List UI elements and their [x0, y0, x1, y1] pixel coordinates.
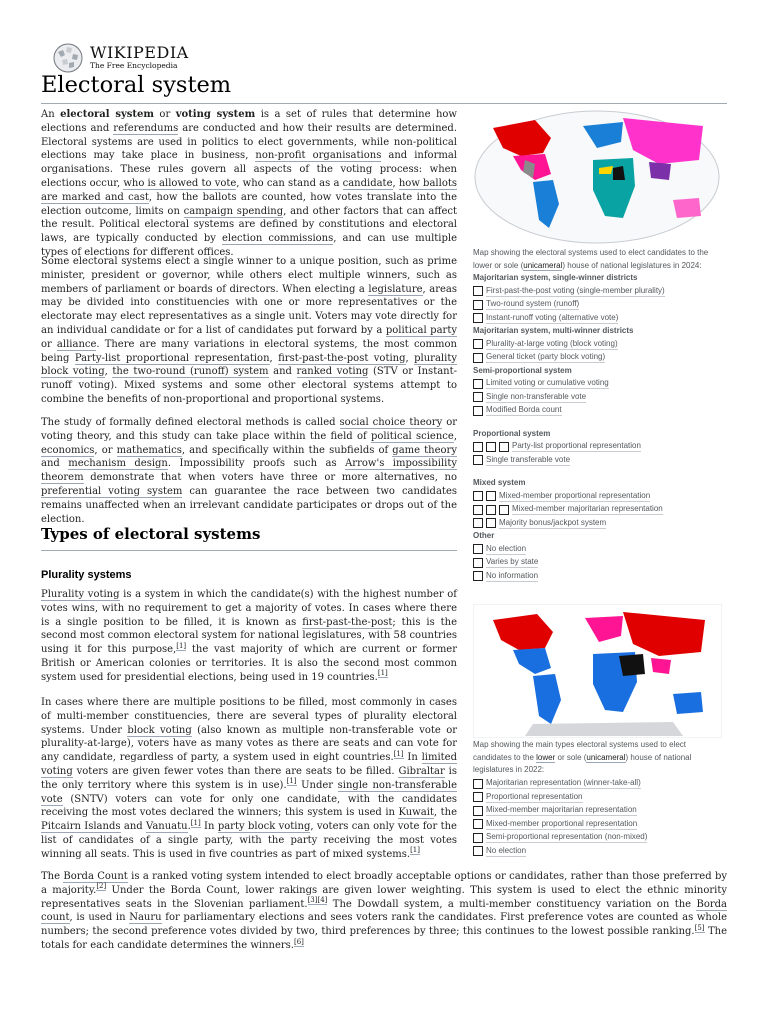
inline-link[interactable]: Kuwait: [398, 807, 434, 819]
reference-link[interactable]: [1]: [176, 641, 187, 650]
page-title: Electoral system: [41, 72, 232, 98]
legend-swatch-icon: [473, 518, 483, 528]
text-run: , the: [433, 807, 457, 819]
plurality-paragraph-2: [41, 696, 457, 862]
legend-swatch-icon: [473, 442, 483, 452]
text-run: is a ranked voting system intended to elect broadly acceptable options or candidates, rather than those preferred by a majority.: [41, 871, 728, 896]
text-run: .: [187, 821, 191, 833]
map-1-caption: [473, 247, 725, 272]
text-run: The study of formally defined electoral methods is called: [41, 417, 340, 428]
legend-heading: Mixed system: [473, 478, 526, 487]
inline-link[interactable]: election commissions: [221, 233, 334, 245]
legend-item: [473, 543, 725, 557]
text-run: is a system in which the candidate(s) with the highest number of votes wins, with no requirement to get a majority of votes. In cases where there is a single position to be filled, it is known as: [41, 589, 457, 628]
legend-swatch-icon: [473, 833, 483, 843]
legend-heading: Proportional system: [473, 428, 551, 438]
inline-link[interactable]: first-past-the-post: [302, 616, 393, 628]
inline-link[interactable]: plurality block voting: [41, 352, 457, 378]
bold-term: electoral system: [60, 109, 154, 120]
legend-item: [473, 490, 725, 504]
legend-swatch-icon: [473, 300, 483, 310]
reference-link[interactable]: [1]: [286, 777, 297, 786]
inline-link[interactable]: Plurality voting: [41, 589, 120, 600]
legend-swatch-icon: [473, 846, 483, 856]
reference-link[interactable]: [1]: [393, 749, 404, 758]
legend-item: [473, 845, 725, 859]
plurality-paragraph-1: [41, 588, 457, 685]
legend-label[interactable]: No election: [486, 845, 527, 855]
legend-swatch-icon: [473, 558, 483, 568]
text-run: In: [200, 821, 218, 833]
text-run: Map showing the main types electoral systems used to elect candidates to the: [473, 740, 686, 762]
text-run: Under: [296, 779, 338, 791]
text-run: ,: [453, 430, 457, 442]
inline-link[interactable]: limited voting: [41, 752, 457, 777]
text-run: Under the Borda Count, lower rakings are given lower weighting. This system is used to elect the ethnic minority representatives seats in the Slovenian parliament.: [41, 884, 728, 910]
text-run: , how the ballots are counted, how votes translate into the election outcome, limits on: [41, 191, 457, 217]
legend-item: [473, 804, 725, 818]
legend-label[interactable]: Single non-transferable vote: [486, 391, 587, 401]
inline-link[interactable]: unicameral: [523, 260, 563, 270]
text-run: , voters can only vote for the list of candidates of a single party, with the party receiving the most votes winning all seats. This is used in five countries as part of mixed systems.: [41, 821, 457, 860]
legend-swatch-icon: [473, 392, 483, 402]
legend-swatch-icon: [473, 505, 483, 515]
legend-label[interactable]: Mixed-member majoritarian representation: [512, 504, 663, 514]
inline-link[interactable]: lower: [536, 752, 556, 762]
legend-label[interactable]: Majoritarian representation (winner-take-all): [486, 778, 641, 788]
legend-swatch-icon: [473, 353, 483, 363]
legend-item: [473, 454, 725, 468]
text-run: In cases where there are multiple positions to be filled, most commonly in cases of multi-member constituencies, there are several types of plurality electoral systems. Under: [41, 697, 457, 736]
reference-link[interactable]: [1]: [410, 846, 420, 855]
legend-label[interactable]: First-past-the-post voting (single-member plurality): [486, 285, 665, 295]
inline-link[interactable]: Borda count: [41, 898, 727, 924]
text-run: . Impossibility proofs such as: [167, 458, 346, 470]
inline-link[interactable]: game theory: [392, 444, 457, 456]
legend-swatch-icon: [473, 286, 483, 296]
bold-term: voting system: [175, 109, 256, 120]
legend-item: [473, 377, 725, 391]
inline-link[interactable]: unicameral: [586, 752, 626, 762]
inline-link[interactable]: ranked voting: [296, 366, 369, 378]
text-run: or: [41, 338, 57, 350]
inline-link[interactable]: Arrow's impossibility theorem: [41, 458, 458, 484]
map-2-legend: [473, 777, 725, 858]
reference-link[interactable]: [1]: [190, 818, 201, 827]
electoral-systems-map-2022[interactable]: [473, 604, 722, 738]
world-map-2-image: [473, 604, 722, 738]
subsection-heading-plurality: Plurality systems: [41, 569, 132, 581]
text-run: The Dowdall system, a multi-member constituency variation on the: [327, 898, 697, 910]
text-run: Map showing the electoral systems used to elect candidates to the lower or sole (: [473, 248, 709, 270]
legend-swatch-icon: [473, 313, 483, 323]
text-run: and: [268, 366, 297, 378]
text-run: The totals for each candidate determines the winners.: [41, 926, 727, 951]
legend-label[interactable]: Mixed-member majoritarian representation: [486, 805, 637, 815]
inline-link[interactable]: non-profit organisations: [255, 150, 382, 162]
legend-swatch-icon: [473, 491, 483, 501]
inline-link[interactable]: mechanism design: [68, 458, 168, 470]
legend-item: [473, 391, 725, 405]
legend-label[interactable]: Plurality-at-large voting (block voting): [486, 338, 618, 348]
inline-link[interactable]: alliance: [56, 338, 97, 350]
text-run: , areas may be divided into constituencies with one or more representatives or the electorate may elect representatives as a single unit. Voters may vote directly for an individual candidate or for a list of candidates put forward by a: [41, 283, 457, 336]
text-run: , or: [94, 444, 117, 456]
reference-link[interactable]: [3][4]: [307, 896, 328, 905]
text-run: and informal organisations. These rules govern all aspects of the voting process: when elections occur,: [41, 150, 457, 189]
inline-link[interactable]: Vanuatu: [146, 821, 188, 833]
text-run: ,: [405, 352, 415, 364]
legend-label[interactable]: Single transferable vote: [486, 454, 571, 464]
text-run: is the only territory where this system is in use).: [41, 765, 458, 791]
legend-label[interactable]: Proportional representation: [486, 791, 583, 801]
legend-label[interactable]: Mixed-member proportional representation: [486, 818, 638, 828]
legend-item: [473, 338, 725, 352]
legend-label[interactable]: Mixed-member proportional representation: [499, 490, 651, 500]
text-run: ) house of national legislatures in 2024:: [562, 260, 702, 270]
legend-item: [473, 404, 725, 418]
legend-heading: Majoritarian system, multi-winner districts: [473, 326, 634, 335]
text-run: ) house of national legislatures in 2022:: [473, 752, 692, 775]
legend-swatch-icon: [473, 339, 483, 349]
legend-item: [473, 556, 725, 570]
legend-swatch-icon: [473, 779, 483, 789]
wikipedia-globe-icon: [52, 42, 84, 74]
text-run: or: [153, 109, 176, 120]
legend-swatch-icon: [473, 455, 483, 465]
inline-link[interactable]: Party-list proportional representation: [74, 352, 270, 364]
text-run: is a set of rules that determine how elections and: [41, 109, 457, 134]
inline-link[interactable]: how ballots are marked and cast: [41, 177, 457, 203]
map-1-legend: [473, 272, 725, 583]
electoral-systems-map-2024[interactable]: [473, 108, 722, 246]
inline-link[interactable]: campaign spending: [183, 205, 284, 217]
inline-link[interactable]: party block voting: [217, 821, 311, 833]
wikipedia-wordmark: WIKIPEDIA: [90, 43, 189, 62]
inline-link[interactable]: the two-round (runoff) system: [112, 366, 269, 378]
section-heading-types: Types of electoral systems: [41, 525, 261, 543]
world-map-1-image: [473, 108, 722, 246]
legend-label[interactable]: Two-round system (runoff): [486, 299, 580, 309]
legend-gap: [473, 418, 725, 428]
legend-item: [473, 351, 725, 365]
legend-label[interactable]: General ticket (party block voting): [486, 352, 606, 362]
legend-label[interactable]: Semi-proportional representation (non-mixed): [486, 832, 648, 842]
legend-swatch-icon: [499, 505, 509, 515]
legend-swatch-icon: [473, 406, 483, 416]
text-run: voters are given fewer votes than there are seats to be filled.: [72, 765, 399, 777]
legend-label[interactable]: Modified Borda count: [486, 405, 562, 415]
legend-item: [473, 777, 725, 791]
legend-heading: Semi-proportional system: [473, 365, 572, 375]
text-run: , is used in: [69, 912, 130, 924]
legend-swatch-icon: [473, 806, 483, 816]
inline-link[interactable]: Nauru: [129, 912, 162, 924]
inline-link[interactable]: first-past-the-post voting: [278, 352, 406, 364]
wikipedia-tagline: The Free Encyclopedia: [90, 61, 178, 70]
inline-link[interactable]: Pitcairn Islands: [41, 821, 121, 833]
text-run: and: [41, 458, 69, 470]
inline-link[interactable]: single non-transferable vote: [41, 779, 457, 805]
inline-link[interactable]: economics: [41, 444, 95, 456]
text-run: or sole (: [555, 752, 587, 762]
text-run: The: [41, 871, 64, 882]
legend-label[interactable]: No information: [486, 570, 539, 580]
legend-swatch-icon: [499, 442, 509, 452]
text-run: In: [403, 752, 422, 764]
text-run: ,: [392, 177, 399, 189]
inline-link[interactable]: social choice theory: [339, 417, 443, 428]
legend-label[interactable]: Varies by state: [486, 557, 539, 567]
legend-label[interactable]: No election: [486, 543, 527, 553]
text-run: ,: [269, 352, 279, 364]
legend-gap: [473, 467, 725, 477]
text-run: or voting theory, and this study can take place within the field of: [41, 417, 457, 442]
text-run: , and specifically within the subfields of: [181, 444, 393, 456]
text-run: (STV or Instant-runoff voting). Mixed systems and some other electoral systems attempt to combine the benefits of non-proportional and proportional systems.: [41, 366, 458, 405]
text-run: the vast majority of which are current or former British or American colonies or territories. It is also the second most common system used for presidential elections, being used in 19 countries.: [41, 644, 458, 683]
text-run: (SNTV) voters can vote for only one candidate, with the candidates receiving the most votes declared the winners; this system is used in: [41, 793, 457, 819]
legend-item: [473, 791, 725, 805]
map-2-caption: [473, 739, 725, 777]
inline-link[interactable]: preferential voting system: [41, 485, 183, 497]
legend-swatch-icon: [473, 544, 483, 554]
text-run: ; this is the second most common electoral system for national legislatures, with 58 countries using it for this purpose,: [41, 616, 458, 656]
intro-paragraph-2: [41, 255, 457, 407]
legend-swatch-icon: [486, 505, 496, 515]
text-run: are conducted and how their results are determined. Electoral systems are used in politics to elect governments, while non-political elections may take place in business,: [41, 122, 458, 162]
inline-link[interactable]: mathematics: [116, 444, 182, 456]
inline-link[interactable]: political party: [385, 324, 457, 336]
legend-label[interactable]: Majority bonus/jackpot system: [499, 517, 607, 527]
legend-item: [473, 312, 725, 326]
text-run: , who can stand as a: [236, 177, 343, 189]
legend-swatch-icon: [473, 571, 483, 581]
text-run: ,: [104, 366, 113, 378]
inline-link[interactable]: political science: [370, 430, 454, 442]
inline-link[interactable]: block voting: [127, 724, 192, 736]
legend-heading: Other: [473, 531, 495, 540]
text-run: Some electoral systems elect a single winner to a unique position, such as prime minister, president or governor, while others elect multiple winners, such as members of parliament or boards of directors. When electing a: [41, 256, 457, 295]
text-run: , and can use multiple types of elections for different offices.: [41, 233, 457, 258]
reference-link[interactable]: [1]: [377, 669, 388, 678]
wikipedia-logo[interactable]: [52, 40, 192, 74]
inline-link[interactable]: candidate: [342, 177, 393, 189]
legend-swatch-icon: [473, 819, 483, 829]
reference-link[interactable]: [2]: [96, 882, 107, 891]
legend-label[interactable]: Instant-runoff voting (alternative vote): [486, 312, 619, 322]
legend-item: [473, 285, 725, 299]
text-run: can guarantee the race between two candidates remains unaffected when an irrelevant candidate participates or drops out of the election.: [41, 485, 457, 525]
reference-link[interactable]: [5]: [694, 923, 705, 932]
legend-label[interactable]: Limited voting or cumulative voting: [486, 378, 609, 388]
inline-link[interactable]: Gibraltar: [398, 765, 445, 777]
legend-item: [473, 517, 725, 531]
text-run: (also known as multiple non-transferable vote or plurality-at-large), voters have as many votes as there are seats and can vote for any candidate, regardless of party, a system used in eight countries.: [41, 724, 457, 764]
text-run: demonstrate that when voters have three or more alternatives, no: [83, 472, 457, 484]
legend-label[interactable]: Party-list proportional representation: [512, 441, 641, 451]
legend-item: [473, 570, 725, 584]
plurality-paragraph-3: [41, 870, 727, 953]
inline-link[interactable]: legislature: [368, 283, 423, 295]
inline-link[interactable]: Borda Count: [63, 871, 128, 882]
intro-paragraph-3: [41, 416, 457, 526]
reference-link[interactable]: [6]: [293, 937, 304, 946]
title-divider: [41, 103, 727, 104]
legend-item: [473, 818, 725, 832]
intro-paragraph-1: [41, 108, 457, 260]
legend-item: [473, 440, 725, 454]
legend-swatch-icon: [473, 379, 483, 389]
section-divider: [41, 550, 457, 551]
text-run: . There are many variations in electoral systems, the most common being: [41, 338, 457, 364]
legend-item: [473, 831, 725, 845]
legend-swatch-icon: [486, 491, 496, 501]
text-run: , and other factors that can affect the result. Political electoral systems are defined by constitutions and electoral laws, are typically conducted by: [41, 205, 457, 245]
text-run: An: [41, 109, 61, 120]
inline-link[interactable]: who is allowed to vote: [123, 177, 237, 189]
legend-item: [473, 298, 725, 312]
legend-heading: Majoritarian system, single-winner districts: [473, 273, 638, 282]
text-run: for parliamentary elections and sees voters rank the candidates. First preference votes are counted as whole numbers; the second preference votes divided by two, third preferences by three; this continues to the lowest possible ranking.: [41, 912, 727, 938]
legend-swatch-icon: [473, 792, 483, 802]
legend-item: [473, 503, 725, 517]
legend-swatch-icon: [486, 518, 496, 528]
text-run: and: [120, 821, 147, 833]
inline-link[interactable]: referendums: [113, 122, 179, 134]
legend-swatch-icon: [486, 442, 496, 452]
